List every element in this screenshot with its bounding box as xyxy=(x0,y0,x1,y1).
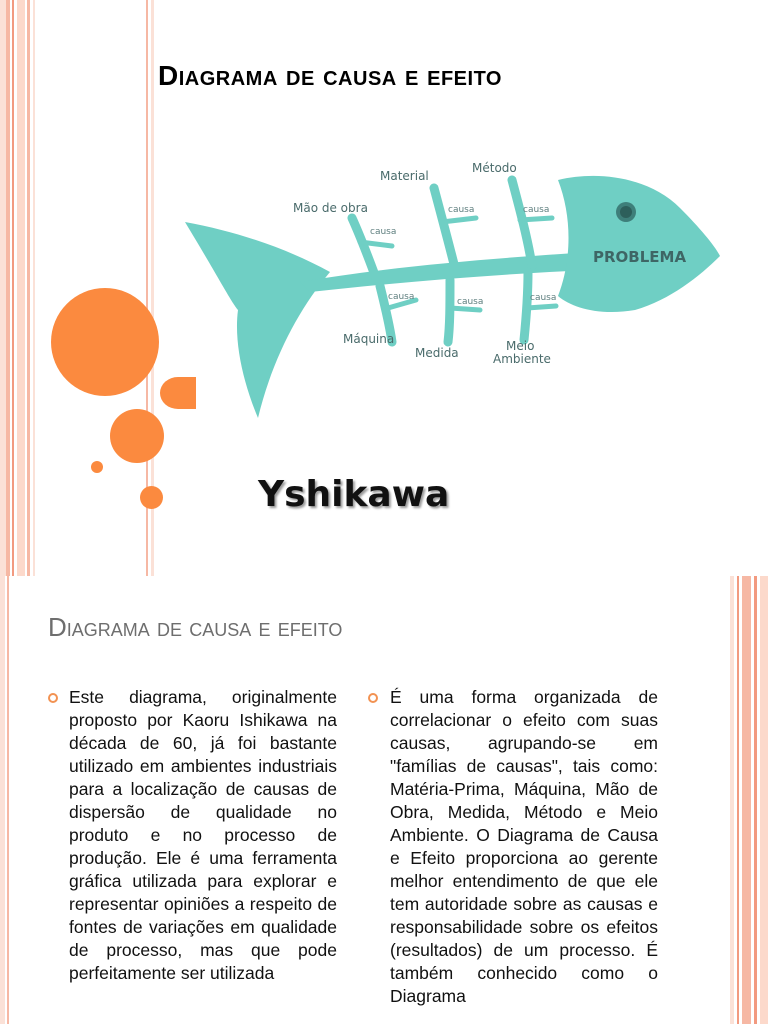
bullet-icon xyxy=(368,693,378,703)
stripe xyxy=(7,576,9,1024)
fish-twig xyxy=(450,308,480,310)
bullet-icon xyxy=(48,693,58,703)
fishbone-diagram xyxy=(180,150,730,425)
stripe xyxy=(27,0,30,576)
cause-label: causa xyxy=(530,293,557,303)
cause-label: causa xyxy=(370,227,397,237)
fish-tail xyxy=(185,222,330,418)
stripe xyxy=(17,0,25,576)
slide-title: Diagrama de causa e efeito xyxy=(48,612,343,642)
subtitle: Yshikawa xyxy=(258,474,450,515)
stripe xyxy=(6,0,10,576)
stripe xyxy=(760,576,768,1024)
fish-twig xyxy=(527,306,556,308)
stripe xyxy=(12,0,14,576)
decor-circle xyxy=(110,409,164,463)
slide-title: Diagrama de causa e efeito xyxy=(158,60,502,91)
category-label: Meio xyxy=(506,339,535,353)
stripe xyxy=(742,576,751,1024)
decor-circle xyxy=(140,486,163,509)
decor-circle xyxy=(91,461,103,473)
category-label: Ambiente xyxy=(493,352,551,366)
fish-twig xyxy=(520,218,552,220)
fish-bone xyxy=(434,188,456,272)
cause-label: causa xyxy=(523,205,550,215)
cause-label: causa xyxy=(448,205,475,215)
stripe xyxy=(737,576,739,1024)
category-label: Mão de obra xyxy=(293,201,368,215)
category-label: Máquina xyxy=(343,332,395,346)
decor-circle xyxy=(51,288,159,396)
stripe xyxy=(754,576,757,1024)
stripe xyxy=(0,576,5,1024)
category-label: Medida xyxy=(415,346,459,360)
fish-twig xyxy=(442,218,476,222)
fish-bone xyxy=(512,180,532,266)
head-label: PROBLEMA xyxy=(593,248,687,266)
text-column-right: É uma forma organizada de correlacionar o efeito com suas causas, agrupando-se em "famílias de causas", tais como: Matéria-Prima, Máquina, Mão de Obra, Medida, Método e Meio Ambiente. O Diagrama de Causa e Efeito proporciona ao gerente melhor entendimento de que ele tem autoridade sobre as causas e responsabilidade sobre os efeitos (resultados) de um processo. É também conhecido como o Diagrama xyxy=(390,687,658,1006)
category-label: Método xyxy=(472,161,517,175)
stripe xyxy=(33,0,35,576)
stripe xyxy=(730,576,734,1024)
category-label: Material xyxy=(380,169,429,183)
cause-label: causa xyxy=(388,292,415,302)
fish-spine xyxy=(300,252,590,292)
fish-bone xyxy=(448,280,450,342)
text-column-left: Este diagrama, originalmente proposto por Kaoru Ishikawa na década de 60, já foi bastante utilizado em ambientes industriais para a localização de causas de dispersão de qualidade no produto e no processo de produção. Ele é uma ferramenta gráfica utilizada para explorar e representar opiniões a respeito de fontes de variações em qualidade de processo, mas que pode perfeitamente ser utilizada xyxy=(69,687,337,983)
fish-head xyxy=(558,176,720,312)
cause-label: causa xyxy=(457,297,484,307)
